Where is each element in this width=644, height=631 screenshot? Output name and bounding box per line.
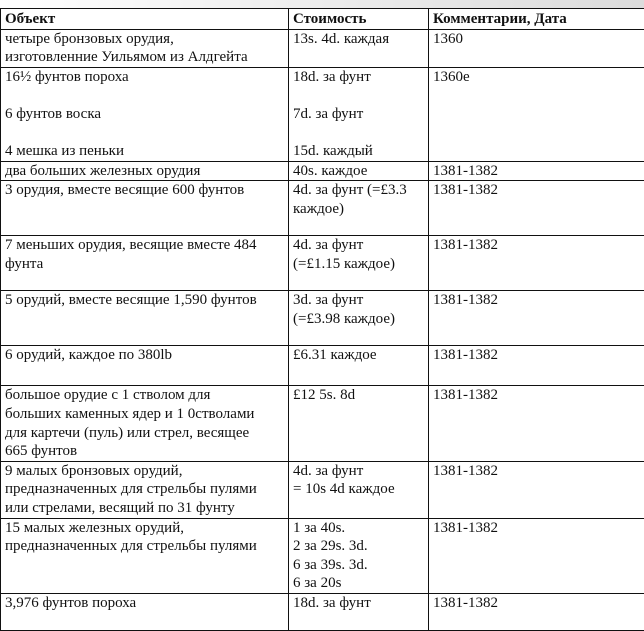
object-line: два больших железных орудия <box>5 162 284 181</box>
object-line: 3 орудия, вместе весящие 600 фунтов <box>5 181 284 200</box>
comment-cell: 1381-1382 <box>429 518 644 593</box>
cost-line: 4d. за фунт <box>293 236 424 255</box>
cost-cell <box>289 386 429 461</box>
object-cell <box>1 181 289 236</box>
object-cell <box>1 161 289 181</box>
object-line: изготовленние Уильямом из Алдгейта <box>5 48 284 67</box>
object-cell <box>1 518 289 593</box>
table-row <box>1 291 644 346</box>
cost-cell <box>289 346 429 386</box>
cost-line: (=£3.98 каждое) <box>293 310 424 329</box>
line-gap <box>293 86 424 105</box>
object-line: 7 меньших орудия, весящие вместе 484 <box>5 236 284 255</box>
line-gap <box>5 86 284 105</box>
cost-line: 18d. за фунт <box>293 594 424 613</box>
cost-line: 18d. за фунт <box>293 68 424 87</box>
cost-line: £12 5s. 8d <box>293 386 424 405</box>
cost-cell <box>289 461 429 518</box>
object-line: предназначенных для стрельбы пулями <box>5 537 284 556</box>
cost-line: 4d. за фунт <box>293 462 424 481</box>
header-cost: Стоимость <box>289 9 429 30</box>
object-line: 9 малых бронзовых орудий, <box>5 462 284 481</box>
cost-cell <box>289 518 429 593</box>
table-row <box>1 518 644 593</box>
object-cell <box>1 346 289 386</box>
line-gap <box>293 124 424 143</box>
object-line: 15 малых железных орудий, <box>5 519 284 538</box>
object-line: 4 мешка из пеньки <box>5 142 284 161</box>
cost-line: 6 за 39s. 3d. <box>293 556 424 575</box>
cost-line: 4d. за фунт (=£3.3 <box>293 181 424 200</box>
object-line: 6 фунтов воска <box>5 105 284 124</box>
comment-cell: 1381-1382 <box>429 161 644 181</box>
comment-cell: 1381-1382 <box>429 386 644 461</box>
header-comment: Комментарии, Дата <box>429 9 644 30</box>
cost-line: 40s. каждое <box>293 162 424 181</box>
table-row <box>1 386 644 461</box>
header-object: Объект <box>1 9 289 30</box>
comment-cell: 1381-1382 <box>429 461 644 518</box>
page-top-shadow <box>0 0 644 8</box>
comment-cell: 1360e <box>429 67 644 161</box>
cost-line: 7d. за фунт <box>293 105 424 124</box>
table-row <box>1 29 644 67</box>
object-line: 6 орудий, каждое по 380lb <box>5 346 284 365</box>
object-cell <box>1 29 289 67</box>
line-gap <box>5 124 284 143</box>
object-line: фунта <box>5 255 284 274</box>
object-line: 16½ фунтов пороха <box>5 68 284 87</box>
cost-line: 3d. за фунт <box>293 291 424 310</box>
object-line: четыре бронзовых орудия, <box>5 30 284 49</box>
comment-cell: 1381-1382 <box>429 291 644 346</box>
object-line: больших каменных ядер и 1 0стволами <box>5 405 284 424</box>
object-line: предназначенных для стрельбы пулями <box>5 480 284 499</box>
object-cell <box>1 236 289 291</box>
cost-line: = 10s 4d каждое <box>293 480 424 499</box>
table-row <box>1 346 644 386</box>
cost-line: 1 за 40s. <box>293 519 424 538</box>
cost-line: 15d. каждый <box>293 142 424 161</box>
table-row <box>1 67 644 161</box>
object-line: большое орудие с 1 стволом для <box>5 386 284 405</box>
table-row <box>1 161 644 181</box>
cost-line: 6 за 20s <box>293 574 424 593</box>
table-row <box>1 181 644 236</box>
cost-cell <box>289 161 429 181</box>
cost-cell <box>289 236 429 291</box>
comment-cell: 1381-1382 <box>429 593 644 630</box>
cost-line: 13s. 4d. каждая <box>293 30 424 49</box>
object-cell <box>1 67 289 161</box>
comment-cell: 1381-1382 <box>429 346 644 386</box>
object-line: для картечи (пуль) или стрел, весящее <box>5 424 284 443</box>
object-line: или стрелами, весящий по 31 фунту <box>5 499 284 518</box>
cost-cell <box>289 29 429 67</box>
cost-cell <box>289 67 429 161</box>
cost-line: £6.31 каждое <box>293 346 424 365</box>
table-row <box>1 236 644 291</box>
comment-cell: 1381-1382 <box>429 181 644 236</box>
table-header-row <box>1 9 644 30</box>
cost-cell <box>289 181 429 236</box>
comment-cell: 1360 <box>429 29 644 67</box>
table-row <box>1 461 644 518</box>
cost-line: (=£1.15 каждое) <box>293 255 424 274</box>
artillery-cost-table <box>0 8 644 631</box>
object-line: 665 фунтов <box>5 442 284 461</box>
object-line: 5 орудий, вместе весящие 1,590 фунтов <box>5 291 284 310</box>
object-line: 3,976 фунтов пороха <box>5 594 284 613</box>
cost-line: каждое) <box>293 200 424 219</box>
object-cell <box>1 291 289 346</box>
object-cell <box>1 461 289 518</box>
comment-cell: 1381-1382 <box>429 236 644 291</box>
cost-line: 2 за 29s. 3d. <box>293 537 424 556</box>
object-cell <box>1 386 289 461</box>
cost-cell <box>289 291 429 346</box>
